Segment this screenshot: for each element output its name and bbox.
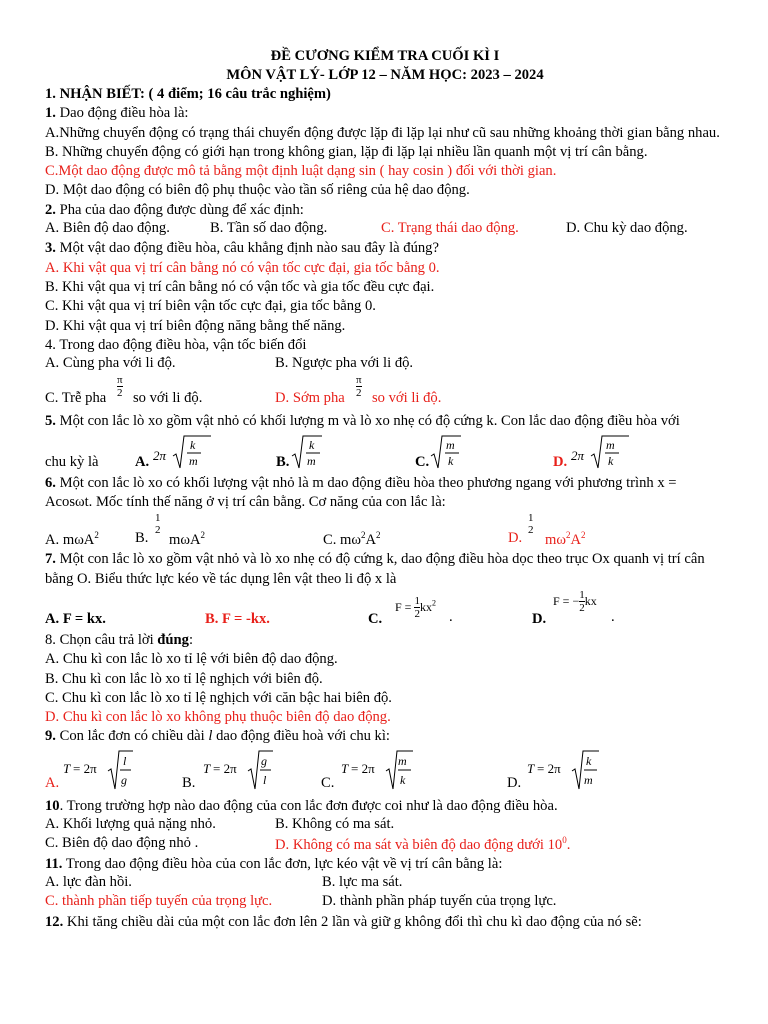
question-10-options-cd [45, 835, 725, 854]
question-11-option-b: B. lực ma sát. [322, 873, 403, 890]
formula-half-kx-squared: F = $\frac{1}{2}$ $kx^2$ [395, 594, 436, 620]
one-half-fraction: 1 2 [528, 512, 534, 537]
question-7-option-d: D. [532, 610, 547, 627]
question-4-option-c: C. Trễ pha [45, 390, 107, 407]
question-5-option-d-answer: D. [553, 453, 568, 470]
formula-2pi-sqrt-m-over-k [571, 434, 631, 477]
svg-text:m: m [584, 772, 593, 787]
question-1-option-d: D. Một dao động có biên độ phụ thuộc vào tần số riêng của hệ dao động. [45, 182, 470, 199]
question-5-option-b: B. [276, 453, 290, 470]
svg-text:k: k [608, 453, 614, 468]
formula-T-2pi-sqrt-m-over-k [341, 749, 415, 798]
question-6-option-a: A. mωA$^2$ [45, 530, 99, 549]
svg-text:T: T [203, 760, 211, 776]
svg-text:m: m [446, 437, 455, 452]
svg-text:m: m [307, 453, 316, 468]
question-9-options [45, 747, 725, 797]
question-4-options-ab [45, 355, 725, 374]
question-7-options: A. F = kx. B. F = -kx. C. F = $\frac{1}{2}$ $kx^2$ . D. F = − $\frac{1}{2}$ kx . [45, 588, 615, 627]
question-10-option-d-answer: D. Không có ma sát và biên độ dao động dưới $10^0$. [275, 835, 571, 854]
section-heading: 1. NHẬN BIẾT: ( 4 điểm; 16 câu trắc nghiệm) [45, 86, 331, 102]
question-8-option-d-answer: D. Chu kì con lắc lò xo không phụ thuộc biên độ dao động. [45, 709, 391, 726]
question-5-options: chu kỳ là A. 2π k m B. k m C. m k D. 2π m k [45, 432, 725, 474]
formula-sqrt-k-over-m [290, 434, 324, 477]
pi-over-2-fraction: π 2 [356, 374, 362, 400]
formula-2pi-sqrt-k-over-m [153, 434, 213, 477]
svg-text:l: l [263, 772, 267, 787]
question-2-option-c-answer: C. Trạng thái dao động. [381, 220, 519, 237]
svg-text:= 2π: = 2π [213, 760, 237, 776]
formula-T-2pi-sqrt-k-over-m [527, 749, 601, 798]
question-11-options-cd [45, 893, 725, 912]
question-3-option-c: C. Khi vật qua vị trí biên vận tốc cực đại, gia tốc bằng 0. [45, 298, 376, 315]
question-4-options-cd: C. Trễ pha π 2 so với li độ. D. Sớm pha π 2 so với li độ. [45, 374, 442, 407]
question-6-option-b: B. [135, 530, 149, 547]
question-1-option-c-answer: C.Một dao động được mô tả bằng một định luật dạng sin ( hay cosin ) đối với thời gian. [45, 163, 557, 180]
question-7-stem: 7. Một con lắc lò xo gồm vật nhỏ và lò xo nhẹ có độ cứng k, dao động điều hòa dọc theo trục Ox quanh vị trí cân bằng O. Biểu thức lực kéo về tác dụng lên vật theo li độ x là [45, 551, 705, 587]
question-8-option-b: B. Chu kì con lắc lò xo tỉ lệ nghịch với biên độ. [45, 670, 323, 687]
formula-T-2pi-sqrt-l-over-g [63, 749, 135, 798]
question-2-option-d: D. Chu kỳ dao động. [566, 220, 688, 237]
question-7-option-c: C. [368, 610, 383, 627]
question-9-stem: 9. Con lắc đơn có chiều dài l dao động điều hoà với chu kì: [45, 728, 390, 745]
svg-text:g: g [261, 753, 267, 768]
svg-text:2π: 2π [153, 447, 167, 463]
svg-text:= 2π: = 2π [73, 760, 97, 776]
question-1-stem: 1. Dao động điều hòa là: [45, 105, 189, 122]
question-9-option-b: B. [182, 774, 196, 791]
svg-text:k: k [586, 753, 592, 768]
svg-text:k: k [448, 453, 454, 468]
question-7-option-a: A. F = kx. [45, 610, 106, 627]
svg-text:2π: 2π [571, 447, 585, 463]
question-5-option-c: C. [415, 453, 430, 470]
question-3-option-d: D. Khi vật qua vị trí biên động năng bằng thế năng. [45, 317, 346, 334]
question-3-stem: 3. Một vật dao động điều hòa, câu khẳng định nào sau đây là đúng? [45, 240, 439, 257]
one-half-fraction: 1 2 [155, 512, 161, 537]
formula-sqrt-m-over-k [429, 434, 463, 477]
question-4-stem: 4. Trong dao động điều hòa, vận tốc biến đổi [45, 336, 307, 353]
svg-text:m: m [606, 437, 615, 452]
question-10-option-a: A. Khối lượng quả nặng nhỏ. [45, 816, 216, 833]
question-9-option-c: C. [321, 774, 335, 791]
svg-text:= 2π: = 2π [351, 760, 375, 776]
question-10-option-c: C. Biên độ dao động nhỏ . [45, 835, 199, 852]
question-4-option-a: A. Cùng pha với li độ. [45, 355, 176, 372]
question-11-option-c-answer: C. thành phần tiếp tuyến của trọng lực. [45, 893, 273, 910]
pi-over-2-fraction: π 2 [117, 374, 123, 400]
question-8-option-c: C. Chu kì con lắc lò xo tỉ lệ nghịch với căn bậc hai biên độ. [45, 689, 392, 706]
svg-text:T: T [527, 760, 535, 776]
question-8-stem: 8. Chọn câu trả lời đúng: [45, 631, 194, 648]
question-5-stem: 5. Một con lắc lò xo gồm vật nhỏ có khối lượng m và lò xo nhẹ có độ cứng k. Con lắc dao động điều hòa với [45, 413, 680, 430]
question-11-option-d: D. thành phần pháp tuyến của trọng lực. [322, 893, 557, 910]
question-2-options [45, 220, 725, 239]
doc-subtitle: MÔN VẬT LÝ- LỚP 12 – NĂM HỌC: 2023 – 2024 [226, 67, 544, 83]
question-1-option-b: B. Những chuyển động có giới hạn trong không gian, lặp đi lặp lại nhiều lần quanh một vị trí cân bằng. [45, 143, 648, 160]
question-10-options-ab [45, 816, 725, 835]
question-11-options-ab [45, 874, 725, 893]
svg-text:= 2π: = 2π [537, 760, 561, 776]
document-page [45, 47, 725, 932]
question-2-option-b: B. Tần số dao động. [210, 220, 328, 237]
svg-text:k: k [400, 772, 406, 787]
question-4-option-b: B. Ngược pha với li độ. [275, 355, 414, 372]
question-10-option-b: B. Không có ma sát. [275, 816, 395, 833]
question-4-option-d-answer: D. Sớm pha [275, 390, 345, 407]
question-11-stem: 11. Trong dao động điều hòa của con lắc đơn, lực kéo vật về vị trí cân bằng là: [45, 855, 503, 872]
formula-minus-half-kx: F = − $\frac{1}{2}$ kx [553, 588, 597, 614]
question-10-stem: 10. Trong trường hợp nào dao động của con lắc đơn được coi như là dao động điều hòa. [45, 797, 558, 814]
question-3-option-a-answer: A. Khi vật qua vị trí cân bằng nó có vận tốc cực đại, gia tốc bằng 0. [45, 259, 440, 276]
svg-text:g: g [121, 772, 127, 787]
svg-text:T: T [341, 760, 349, 776]
svg-text:k: k [309, 437, 315, 452]
doc-title: ĐỀ CƯƠNG KIỂM TRA CUỐI KÌ I [270, 48, 500, 64]
svg-text:m: m [189, 453, 198, 468]
question-2-stem: 2. Pha của dao động được dùng để xác định: [45, 201, 304, 218]
question-8-option-a: A. Chu kì con lắc lò xo tỉ lệ với biên độ dao động. [45, 651, 338, 668]
svg-text:T: T [63, 760, 71, 776]
question-9-option-a-answer: A. [45, 774, 60, 791]
svg-text:l: l [123, 753, 127, 768]
question-12-stem: 12. Khi tăng chiều dài của một con lắc đơn lên 2 lần và giữ g không đổi thì chu kì dao động của nó sẽ: [45, 913, 642, 930]
question-6-option-d-answer: D. [508, 530, 523, 547]
question-7-option-b-answer: B. F = -kx. [205, 610, 270, 627]
question-6-options: A. mωA$^2$ B. 1 2 mωA$^2$ C. $m\omega^2A^2$ D. 1 2 $m\omega^2A^2$ [45, 512, 586, 549]
question-9-option-d: D. [507, 774, 522, 791]
question-11-option-a: A. lực đàn hồi. [45, 873, 132, 890]
formula-T-2pi-sqrt-g-over-l [203, 749, 275, 798]
question-2-option-a: A. Biên độ dao động. [45, 220, 170, 237]
question-6-option-c: C. $m\omega^2A^2$ [323, 530, 381, 549]
question-5-option-a: A. [135, 453, 150, 470]
svg-text:m: m [398, 753, 407, 768]
question-3-option-b: B. Khi vật qua vị trí cân bằng nó có vận tốc và gia tốc đều cực đại. [45, 278, 435, 295]
question-1-option-a: A.Những chuyển động có trạng thái chuyển động được lặp đi lặp lại như cũ sau những khoảng thời gian bằng nhau. [45, 124, 720, 141]
svg-text:k: k [190, 437, 196, 452]
question-6-stem: 6. Một con lắc lò xo có khối lượng vật nhỏ là m dao động điều hòa theo phương ngang với phương trình x = Acosωt. Mốc tính thế năng ở vị trí cân bằng. Cơ năng của con lắc là: [45, 474, 677, 511]
